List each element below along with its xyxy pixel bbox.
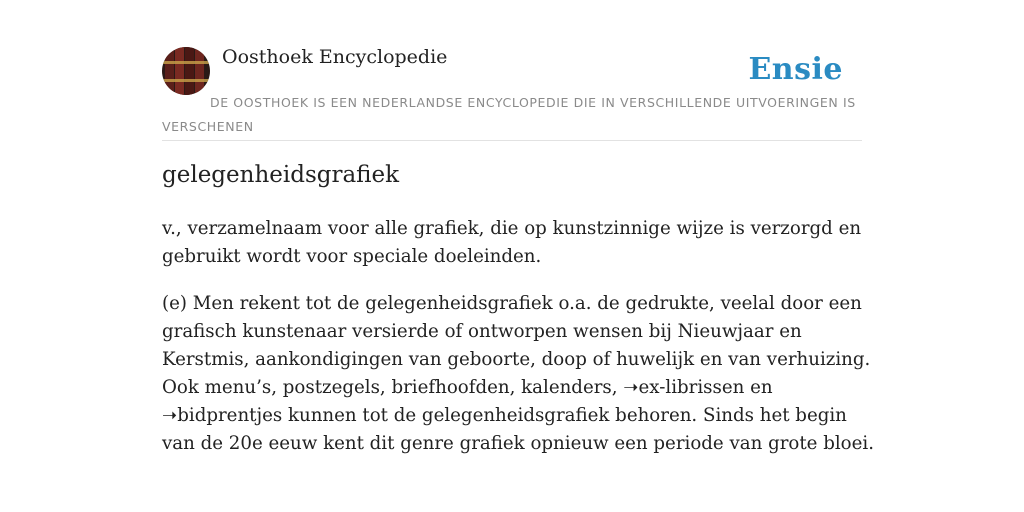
book-spine (185, 47, 194, 95)
book-band (162, 79, 210, 82)
book-spine (195, 47, 204, 95)
book-spine (175, 47, 184, 95)
ensie-logo-link[interactable]: Ensie (748, 52, 843, 87)
entry-paragraph: (e) Men rekent tot de gelegenheidsgrafiek o.a. de gedrukte, veelal door een grafisch kunstenaar versierde of ontworpen wensen bij Nieuwjaar en Kerstmis, aankondigingen van geboorte, doop of huwelijk en van verhuizing. Ook menu’s, postzegels, briefhoofden, kalenders, ➝ex-librissen en ➝bidprentjes kunnen tot de gelegenheidsgrafiek behoren. Sinds het begin van de 20e eeuw kent dit genre grafiek opnieuw een periode van grote bloei. (162, 293, 874, 454)
book-spine (165, 47, 174, 95)
source-header (162, 46, 862, 141)
source-name-link[interactable]: Oosthoek Encyclopedie (222, 46, 448, 68)
entry-paragraph: v., verzamelnaam voor alle grafiek, die op kunstzinnige wijze is verzorgd en gebruikt wordt voor speciale doeleinden. (162, 218, 862, 267)
source-description: DE OOSTHOEK IS EEN NEDERLANDSE ENCYCLOPEDIE DIE IN VERSCHILLENDE UITVOERINGEN IS VERSCHENEN (162, 95, 856, 134)
entry-body (162, 215, 874, 477)
entry-title: gelegenheidsgrafiek (162, 162, 400, 188)
book-band (162, 61, 210, 64)
encyclopedia-books-icon[interactable] (162, 47, 210, 95)
